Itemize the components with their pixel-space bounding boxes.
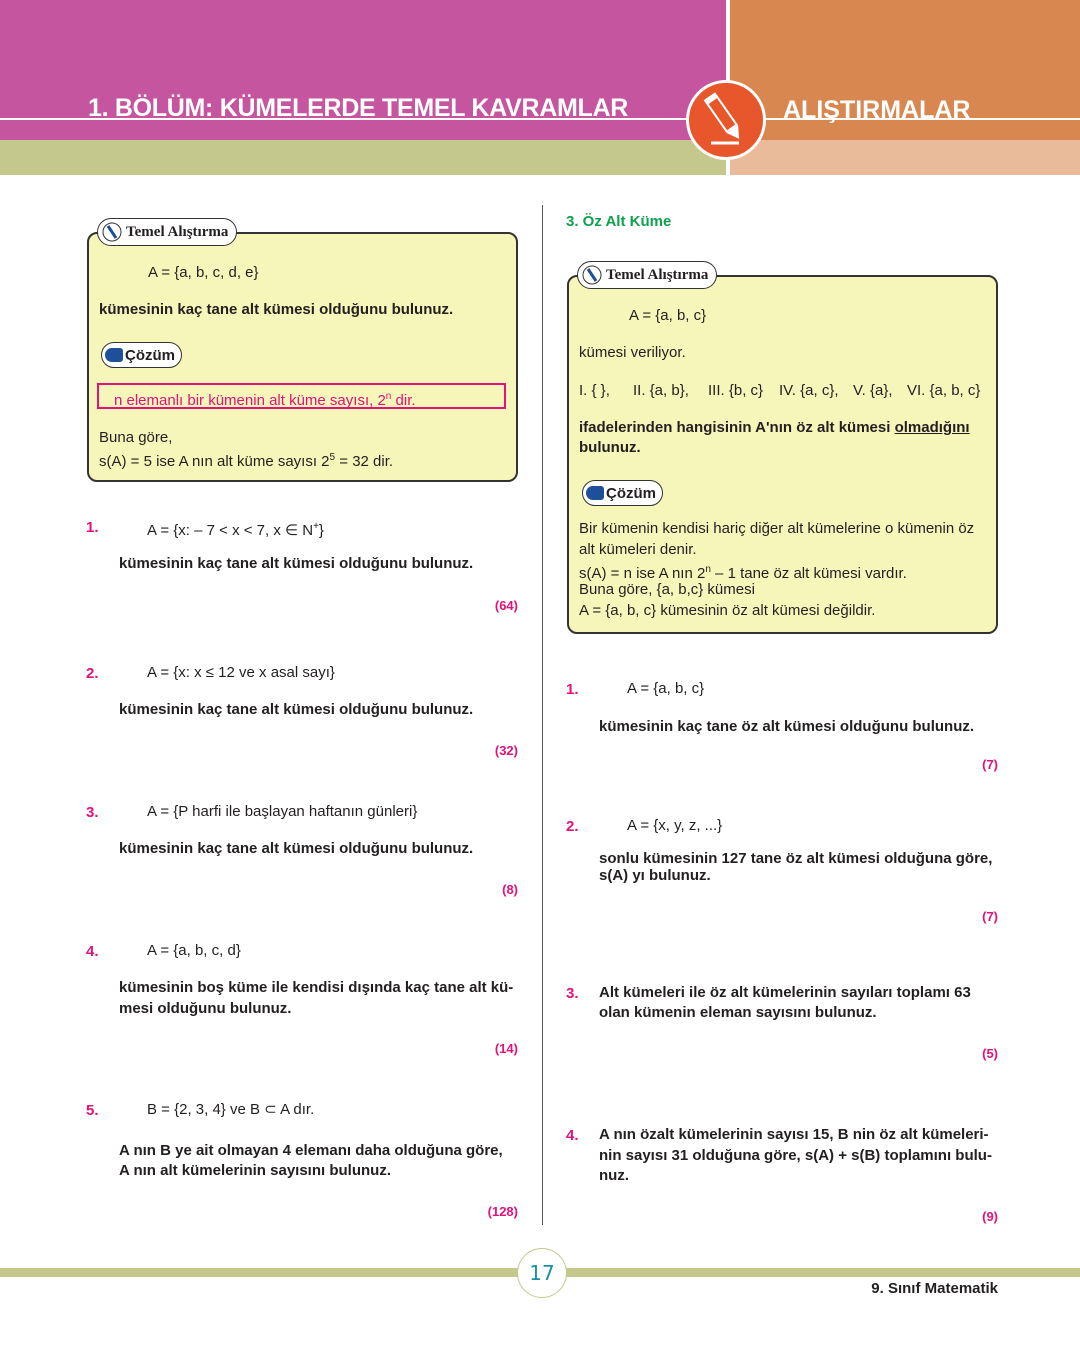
example-question: bulunuz.: [579, 439, 641, 456]
question-set: A = {a, b, c, d}: [147, 942, 241, 959]
header-strip-left: [0, 140, 726, 175]
question-text: kümesinin boş küme ile kendisi dışında kaç tane alt kü-: [119, 979, 514, 996]
cozum-tab: [582, 480, 663, 506]
question-text: A nın özalt kümelerinin sayısı 15, B nin öz alt kümeleri-: [599, 1126, 989, 1143]
question-text: olan kümenin eleman sayısını bulunuz.: [599, 1004, 877, 1021]
option: III. {b, c}: [708, 382, 764, 399]
question-text: kümesinin kaç tane alt kümesi olduğunu bulunuz.: [119, 701, 474, 718]
option: IV. {a, c},: [779, 382, 839, 399]
temel-alistirma-tab: [577, 261, 717, 289]
answer-label: (128): [487, 1204, 518, 1219]
solution-line-2: s(A) = 5 ise A nın alt küme sayısı $2^5 = 32$ dir.: [99, 452, 394, 470]
pencil-icon: [686, 80, 766, 160]
question-set: A = {x: x ≤ 12 ve x asal sayı}: [147, 664, 335, 681]
example-question: ifadelerinden hangisinin A'nın öz alt kümesi olmadığını: [579, 419, 970, 436]
thumbs-up-icon: [105, 348, 123, 362]
section-label: ALIŞTIRMALAR: [783, 96, 971, 124]
solution-line-2: alt kümeleri denir.: [579, 541, 697, 558]
question-set: A = {x: – 7 < x < 7, x ∈ N+}: [147, 521, 324, 539]
rule-highlight: n elemanlı bir kümenin alt küme sayısı, 2$^n$ dir.: [97, 383, 506, 409]
thumbs-up-icon: [586, 486, 604, 500]
question-number: 5.: [86, 1102, 99, 1119]
question-text: Alt kümeleri ile öz alt kümelerinin sayıları toplamı 63: [599, 984, 971, 1001]
option: II. {a, b},: [633, 382, 689, 399]
question-set: A = {P harfi ile başlayan haftanın günleri}: [147, 803, 418, 820]
section-title: 3. Öz Alt Küme: [566, 213, 672, 230]
temel-alistirma-tab: [97, 218, 237, 246]
question-set: A = {x, y, z, ...}: [627, 817, 723, 834]
question-number: 4.: [566, 1127, 579, 1144]
answer-label: (32): [494, 743, 518, 758]
option: I. { },: [579, 382, 610, 399]
page-number: 17: [517, 1248, 567, 1298]
question-number: 3.: [566, 985, 579, 1002]
example-set: A = {a, b, c, d, e}: [148, 264, 259, 281]
question-text: sonlu kümesinin 127 tane öz alt kümesi olduğuna göre,: [599, 850, 993, 867]
example-set: A = {a, b, c}: [629, 307, 707, 324]
question-text: mesi olduğunu bulunuz.: [119, 1000, 292, 1017]
question-number: 1.: [86, 519, 99, 536]
option: V. {a},: [853, 382, 893, 399]
option: VI. {a, b, c}: [907, 382, 981, 399]
question-text: kümesinin kaç tane alt kümesi olduğunu bulunuz.: [119, 840, 474, 857]
answer-label: (5): [982, 1046, 998, 1061]
question-text: kümesinin kaç tane öz alt kümesi olduğunu bulunuz.: [599, 718, 975, 735]
tab-label: Temel Alıştırma: [606, 266, 709, 283]
example-given: kümesi veriliyor.: [579, 344, 686, 361]
cozum-label: Çözüm: [125, 346, 175, 364]
question-set: B = {2, 3, 4} ve B ⊂ A dır.: [147, 1101, 315, 1118]
answer-label: (8): [502, 882, 518, 897]
cozum-tab: [101, 342, 182, 368]
question-text: A nın B ye ait olmayan 4 elemanı daha olduğuna göre,: [119, 1142, 503, 1159]
column-divider: [542, 205, 543, 1225]
question-text: s(A) yı bulunuz.: [599, 867, 711, 884]
question-number: 2.: [566, 818, 579, 835]
question-text: nuz.: [599, 1167, 629, 1184]
solution-line-5: A = {a, b, c} kümesinin öz alt kümesi değildir.: [579, 602, 876, 619]
footer-band-right: [556, 1268, 1080, 1277]
question-number: 3.: [86, 804, 99, 821]
question-text: nin sayısı 31 olduğuna göre, s(A) + s(B) toplamını bulu-: [599, 1147, 992, 1164]
solution-line-1: Buna göre,: [99, 429, 173, 446]
question-text: A nın alt kümelerinin sayısını bulunuz.: [119, 1162, 391, 1179]
pencil-icon: [582, 265, 602, 285]
answer-label: (7): [982, 757, 998, 772]
question-number: 4.: [86, 943, 99, 960]
question-set: A = {a, b, c}: [627, 680, 705, 697]
answer-label: (9): [982, 1209, 998, 1224]
example-question: kümesinin kaç tane alt kümesi olduğunu bulunuz.: [99, 301, 454, 318]
pencil-icon: [102, 222, 122, 242]
solution-line-3: s(A) = n ise A nın 2$^n$ – 1 tane öz alt kümesi vardır.: [579, 564, 907, 582]
chapter-title: 1. BÖLÜM: KÜMELERDE TEMEL KAVRAMLAR: [88, 94, 628, 122]
header-strip-right: [730, 140, 1080, 175]
solution-line-1: Bir kümenin kendisi hariç diğer alt kümelerine o kümenin öz: [579, 520, 975, 537]
cozum-label: Çözüm: [606, 484, 656, 502]
question-text: kümesinin kaç tane alt kümesi olduğunu bulunuz.: [119, 555, 474, 572]
answer-label: (64): [494, 598, 518, 613]
answer-label: (14): [494, 1041, 518, 1056]
tab-label: Temel Alıştırma: [126, 223, 229, 240]
book-title: 9. Sınıf Matematik: [871, 1280, 998, 1297]
answer-label: (7): [982, 909, 998, 924]
solution-line-4: Buna göre, {a, b,c} kümesi: [579, 581, 755, 598]
question-number: 2.: [86, 665, 99, 682]
footer-band-left: [0, 1268, 530, 1277]
question-number: 1.: [566, 681, 579, 698]
